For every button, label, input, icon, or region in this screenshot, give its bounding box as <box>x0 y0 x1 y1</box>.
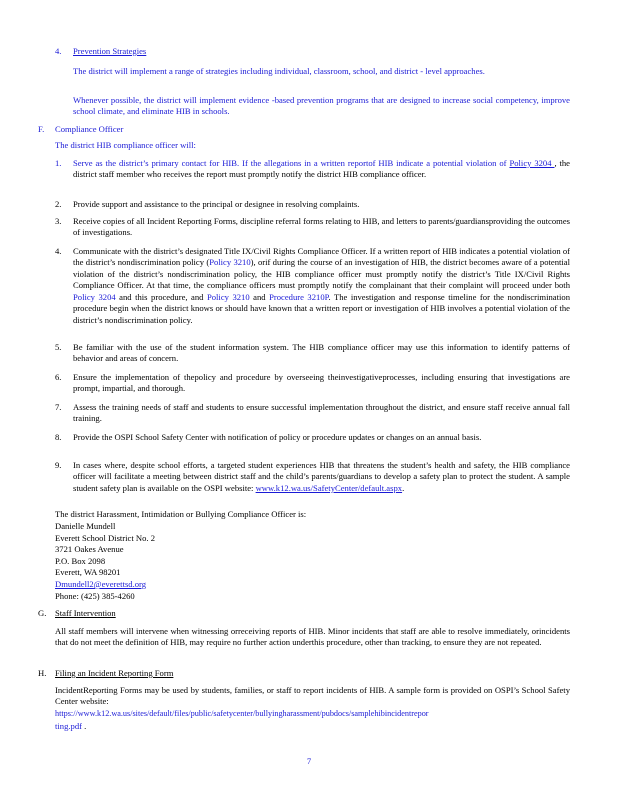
policy-3204-link[interactable]: Policy 3204 <box>73 291 116 302</box>
compliance-item-7: Assess the training needs of staff and students to ensure successful implementation throughout the district, and ensure staff receive annual fall training. <box>73 402 570 424</box>
item-number: 4. <box>55 46 62 56</box>
item-text: . The investigation and response timeline for the nondiscrimination procedure begin when the district knows or should have known that a written report or investigation of HIB involves a potential violation of the district’s nondiscrimination policy. <box>73 291 570 325</box>
sample-form-link-continued <box>55 721 570 732</box>
procedure-3210p-link[interactable]: Procedure 3210P <box>269 291 329 302</box>
item-text: , the district staff member who receives the report must promptly notify the district HIB compliance officer. <box>73 158 570 180</box>
item-number: 2. <box>55 199 62 209</box>
compliance-intro: The district HIB compliance officer will: <box>55 140 196 150</box>
item-text: . <box>402 482 405 493</box>
safety-center-link[interactable]: www.k12.wa.us/SafetyCenter/default.aspx <box>255 482 403 493</box>
item-text: and <box>249 291 270 302</box>
url-period: . <box>81 721 87 731</box>
compliance-item-9 <box>73 460 570 494</box>
address-line: 3721 Oakes Avenue <box>55 544 124 555</box>
prevention-title: Prevention Strategies <box>73 46 147 56</box>
item-number: 9. <box>55 460 62 470</box>
prevention-paragraph-1: The district will implement a range of strategies including individual, classroom, school, and district - level approaches. <box>73 66 485 76</box>
item-number: 4. <box>55 246 62 256</box>
compliance-item-5: Be familiar with the use of the student information system. The HIB compliance officer may use this information to identify patterns of behavior and areas of concern. <box>73 342 570 364</box>
sample-form-link-end[interactable]: ting.pdf <box>55 721 82 731</box>
item-text: In cases where, despite school efforts, a targeted student experiences HIB that threatens the student’s health and safety, the HIB compliance officer will facilitate a meeting between district staff and the child’s parents/guardians to develop a safety plan to protect the student. A sample student safety plan is available on the OSPI website: <box>73 460 570 493</box>
policy-3210-link[interactable]: Policy 3210 <box>206 291 250 302</box>
address-line: Everett, WA 98201 <box>55 567 121 578</box>
item-text: and this procedure, and <box>115 291 207 302</box>
compliance-item-4 <box>73 246 570 326</box>
item-number: 1. <box>55 158 62 168</box>
section-title-filing: Filing an Incident Reporting Form <box>55 668 174 678</box>
staff-paragraph: All staff members will intervene when witnessing orreceiving reports of HIB. Minor incidents that staff are able to resolve immediately, orincidents that do not meet the definition of HIB, may require no further action underthis procedure, other than tracking, to ensure they are not repeated. <box>55 626 570 648</box>
policy-3210-link[interactable]: Policy 3210 <box>209 257 251 268</box>
item-number: 3. <box>55 216 62 226</box>
sample-form-link[interactable]: https://www.k12.wa.us/sites/default/files/public/safetycenter/bullyingharassment/pubdocs/samplehibincidentrepor <box>55 709 429 718</box>
compliance-item-2: Provide support and assistance to the principal or designee in resolving complaints. <box>73 199 360 209</box>
item-number: 6. <box>55 372 62 382</box>
compliance-item-1 <box>73 158 570 181</box>
section-letter: F. <box>38 124 45 134</box>
compliance-item-6: Ensure the implementation of thepolicy and procedure by overseeing theinvestigativeprocesses, including ensuring that investigations are prompt, impartial, and thorough. <box>73 372 570 394</box>
compliance-item-8: Provide the OSPI School Safety Center with notification of policy or procedure updates or changes on an annual basis. <box>73 432 482 442</box>
section-letter: H. <box>38 668 47 678</box>
section-letter: G. <box>38 608 47 618</box>
item-text: ), orif during the course of an investigation of HIB, the district becomes aware of a potential violation of the district’s nondiscrimination policy, the HIB compliance officer must promptly notify the district’s Title IX/Civil Rights Compliance Officer. At that time, the compliance officers must promptly notify the complainant that their complaint will proceed under both <box>73 257 570 291</box>
section-title-staff: Staff Intervention <box>55 608 116 618</box>
officer-phone: Phone: (425) 385-4260 <box>55 590 135 601</box>
officer-intro: The district Harassment, Intimidation or Bullying Compliance Officer is: <box>55 509 307 519</box>
officer-email-link[interactable]: Dmundell2@everettsd.org <box>55 578 147 589</box>
item-number: 7. <box>55 402 62 412</box>
section-title-compliance: Compliance Officer <box>55 124 124 134</box>
compliance-item-3: Receive copies of all Incident Reporting Forms, discipline referral forms relating to HIB, and letters to parents/guardiansproviding the outcomes of investigations. <box>73 216 570 238</box>
item-text: Communicate with the district’s designated Title IX/Civil Rights Compliance Officer. If a written report of HIB indicates a potential violation of the district’s nondiscrimination policy ( <box>73 246 570 268</box>
policy-3204-link[interactable]: Policy 3204 <box>509 158 555 168</box>
filing-paragraph: IncidentReporting Forms may be used by students, families, or staff to report incidents of HIB. A sample form is provided on OSPI’s School Safety Center website: <box>55 685 570 707</box>
page-number: 7 <box>306 756 312 766</box>
officer-address <box>55 521 355 602</box>
item-number: 5. <box>55 342 62 352</box>
item-text: Serve as the district’s primary contact for HIB. If the allegations in a written reportof HIB indicate a potential violation of <box>73 158 510 168</box>
address-line: P.O. Box 2098 <box>55 555 106 566</box>
address-line: Danielle Mundell <box>55 521 116 531</box>
prevention-paragraph-2: Whenever possible, the district will implement evidence -based prevention programs that are designed to increase social competency, improve school climate, and eliminate HIB in schools. <box>73 95 570 117</box>
item-number: 8. <box>55 432 62 442</box>
address-line: Everett School District No. 2 <box>55 532 156 543</box>
